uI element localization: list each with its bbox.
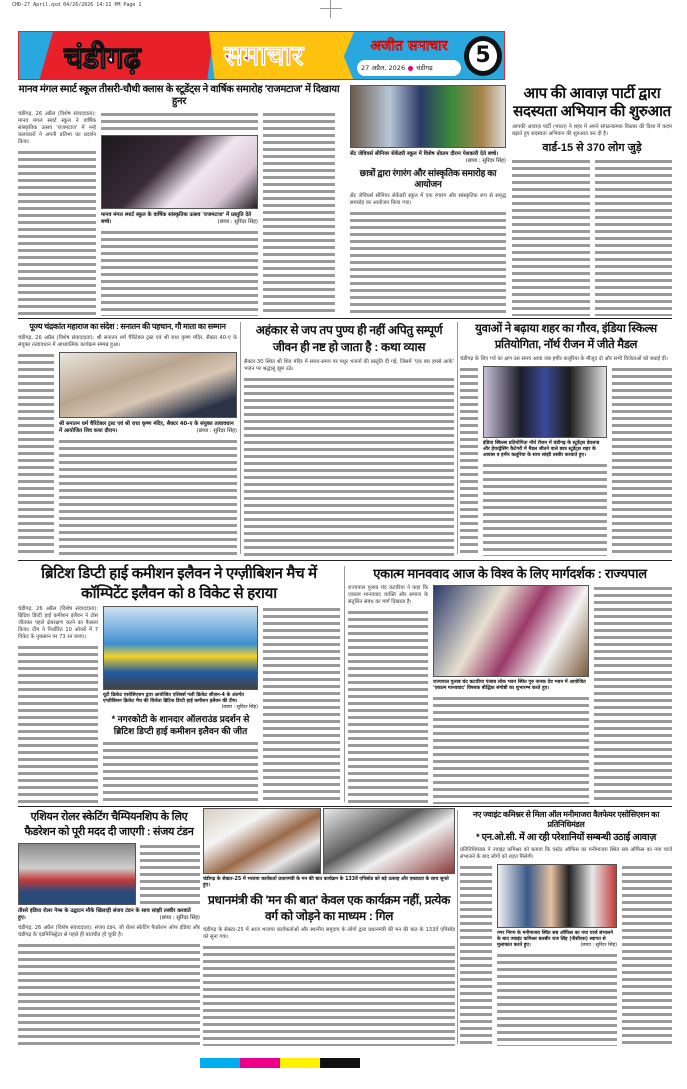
story-lead: आपकी आवाज़ पार्टी (भारत) ने शहर में अपने संगठनात्मक विस्तार की दिशा में कदम बढ़ाते हुए सदस्यता अभियान की शुरुआत कर दी है।	[512, 124, 672, 137]
photo-caption	[350, 151, 506, 165]
body-text	[18, 149, 96, 316]
caption-text: मानव मंगल स्मार्ट स्कूल के वार्षिक सांस्कृतिक उत्सव 'राजमटाज' में प्रस्तुति देते बच्चे।	[101, 212, 252, 225]
photo-caption	[497, 931, 617, 949]
dateline: चंडीगढ़, 26 अप्रैल (विशेष संवाददाता):	[18, 924, 93, 931]
section-divider	[18, 318, 672, 319]
registration-magenta	[240, 1058, 280, 1068]
issue-place: चंडीगढ़	[416, 64, 433, 72]
dateline: चंडीगढ़, 26 अप्रैल (विशेष संवाददाता):	[18, 111, 96, 117]
body-text	[263, 606, 340, 804]
headline: युवाओं ने बढ़ाया शहर का गौरव, इंडिया स्किल्स प्रतियोगिता, नॉर्थ रीजन में जीते मैडल	[475, 323, 657, 351]
print-slug: CHD-27 April.qxd 04/26/2026 14:11 PM Page 1	[12, 2, 142, 8]
headline: नए ज्वाइंट कमिश्नर से मिला ऑल मनीमाजरा वैलफेयर एसोसिएशन का प्रतिनिधिमंडल	[472, 810, 660, 829]
delegation-photo	[497, 864, 617, 928]
story-membership-drive	[512, 85, 672, 316]
story-lead: चंडीगढ़ के सेक्टर-25 में आज भाजपा कार्यकर्ताओं और स्थानीय समुदाय के लोगों द्वारा प्रधानमंत्री की मन की बात के 133वें एपिसोड को सुना गया।	[203, 927, 455, 941]
masthead	[18, 31, 505, 80]
body-text	[18, 644, 98, 804]
caption-text: श्री सनातन धर्म चैरिटेबल ट्रस्ट एवं श्री राधा कृष्ण मंदिर, सैक्टर 40-ए के संयुक्त तत्वावधान में आयोजित शिव कथा दौरान।	[59, 420, 234, 434]
registration-black	[320, 1058, 360, 1068]
body-text	[203, 944, 455, 1046]
body-text	[512, 158, 590, 316]
story-lead: सैक्टर-30 स्थित श्री शिव मंदिर में समय-समय पर मधुर भजनों की प्रस्तुति दी गई, जिसमें 'एक बार हमसे आके' भजन पर श्रद्धालु झूम उठे।	[244, 358, 454, 372]
photo-credit: (छाया : सुरिंदर सिंह)	[217, 219, 258, 225]
headline: एशियन रोलर स्केटिंग चैम्पियनशिप के लिए फैडरेशन को पूरी मदद दी जाएगी : संजय टंडन	[24, 811, 194, 838]
newspaper-brand: अजीत समाचार	[370, 38, 448, 54]
headline: ब्रिटिश डिप्टी हाई कमीशन इलैवन ने एग्ज़ीबिशन मैच में कॉम्पिटेंट इलैवन को 8 विकेट से हराया	[41, 565, 317, 602]
caption-text: यूटी क्रिकेट एसोसिएशन द्वारा आयोजित एलिवर्स गली क्रिकेट सीज़न-4 के अंतर्गत एग्ज़ीबिशन क्रिकेट मैच की विजेता ब्रिटिश डिप्टी हाई कमीशन इलैवन की टीम।	[103, 693, 244, 704]
body-text	[18, 942, 200, 1046]
headline: मानव मंगल स्मार्ट स्कूल तीसरी-चौथी क्लास के स्टूडेंट्स ने वार्षिक समारोह 'राजमटाज' में दिखाया हुनर	[18, 84, 340, 107]
photo-credit: (छाया : सुरिंदर सिंह)	[196, 427, 237, 434]
registration-yellow	[280, 1058, 320, 1068]
mann-ki-baat-photo-2	[323, 808, 455, 874]
section-title: समाचार	[224, 39, 304, 72]
story-manimajra-delegation	[460, 810, 672, 1046]
story-lead	[18, 925, 200, 939]
body-text	[244, 376, 454, 556]
body-text	[348, 609, 428, 804]
story-katha-vyas	[244, 322, 454, 556]
page-number: 5	[464, 36, 502, 76]
body-text	[101, 229, 258, 316]
photo-caption	[18, 908, 200, 922]
skating-team-photo	[18, 843, 136, 905]
body-text	[594, 585, 672, 804]
column-rule	[344, 566, 345, 802]
students-stage-photo	[350, 85, 506, 148]
dateline: चंडीगढ़, 26 अप्रैल (विशेष संवाददाता):	[18, 606, 98, 612]
photo-credit: (छाया : सुरिंदर सिंह)	[159, 914, 200, 921]
section-city: चंडीगढ़	[64, 41, 141, 76]
lead-text: मानव मंगल स्मार्ट स्कूल ने वार्षिक सांस्कृतिक उत्सव 'राजमटाज' में नन्हे कलाकारों ने अपनी प्रतिभा का प्रदर्शन किया।	[18, 118, 96, 145]
column-rule	[457, 322, 458, 554]
section-divider	[18, 806, 672, 807]
subheadline: * एन.ओ.सी. में आ रही परेशानियों सम्बन्धी उठाई आवाज़	[476, 832, 656, 844]
story-governor	[348, 566, 672, 804]
body-text	[612, 366, 672, 556]
photo-caption	[59, 421, 237, 435]
body-text	[59, 438, 237, 556]
pull-quote: * नगरकोटी के शानदार ऑलराउंड प्रदर्शन से ब्रिटिश डिप्टी हाई कमीशन इलैवन की जीत	[111, 714, 250, 736]
story-india-skills	[460, 322, 672, 556]
body-text	[460, 366, 478, 556]
photo-credit: (छाया : सुरिंदर सिंह)	[221, 705, 258, 710]
story-lead	[18, 606, 98, 641]
story-cricket-match	[18, 564, 340, 804]
photo-caption: राज्यपाल गुलाब चंद कटारिया पंजाब लोक भवन स्थित गुरु नानक देव भवन में आयोजित 'एकात्म मानववाद' विषयक बौद्धिक संगोष्ठी का शुभारम्भ करते हुए।	[433, 679, 586, 691]
body-text	[103, 740, 258, 804]
story-roller-skating	[18, 810, 200, 1046]
body-text	[622, 864, 672, 1046]
story-lead: राज्यपाल गुलाब चंद कटारिया ने कहा कि एकात्म मानववाद व्यक्ति और समाज के संतुलित संबंध का मार्ग दिखाता है।	[348, 584, 428, 605]
registration-cyan	[200, 1058, 240, 1068]
dot-icon	[408, 66, 413, 71]
caption-text: सेंट जेवियर्स सीनियर सेकेंडरी स्कूल में विशेष प्रोग्राम दौरान पेशकारी देते बच्चे।	[350, 151, 499, 157]
caption-text: तीसरे इंडिया रोलर गेम्स के उद्घाटन मौके खिलाड़ी संजय टंडन के साथ सांझी तस्वीर करवाते हुए।	[18, 907, 191, 921]
story-lead: प्रतिनिधिमंडल ने ज्वाइंट कमिश्नर को बताया कि एस्टेट ऑफिस का मनीमाजरा स्थित सब ऑफिस का नया चार्ज संभालने के बाद लोगों को राहत मिलेगी।	[460, 846, 672, 860]
story-annual-function	[18, 84, 340, 316]
governor-seminar-photo	[433, 585, 589, 677]
body-text	[263, 111, 335, 316]
section-divider	[18, 560, 672, 561]
headline: अहंकार से जप तप पुण्य ही नहीं अपितु सम्पूर्ण जीवन ही नष्ट हो जाता है : कथा व्यास	[255, 323, 443, 354]
body-text	[460, 864, 492, 1046]
date-pill	[357, 60, 461, 76]
story-lead	[18, 111, 96, 146]
crop-mark	[330, 0, 331, 18]
headline: एकात्म मानववाद आज के विश्व के लिए मार्गदर्शक : राज्यपाल	[373, 566, 647, 581]
lead-text: संजय टंडन, जो रोलर स्केटिंग फैडरेशन ऑफ इंडिया और चंडीगढ़ के एडमिनिस्ट्रेटर से पहले ही बातचीत हो चुकी है।	[18, 924, 200, 938]
body-text	[101, 111, 258, 132]
body-text	[497, 952, 617, 1046]
mann-ki-baat-photo-1	[203, 808, 321, 874]
headline: पूज्य चंद्रकांत महाराज का संदेश : सनातन की पहचान, गौ माता का सम्मान	[29, 322, 226, 331]
column-rule	[240, 322, 241, 554]
issue-date: 27 अप्रैल, 2026	[361, 64, 406, 72]
headline: आप की आवाज़ पार्टी द्वारा सदस्यता अभियान की शुरुआत	[513, 85, 671, 120]
headline: प्रधानमंत्री की 'मन की बात' केवल एक कार्यक्रम नहीं, प्रत्येक वर्ग को जोड़ने का माध्यम : गिल	[208, 893, 450, 924]
column-rule	[457, 810, 458, 1044]
caption-text: नगर निगम के मनीमाजरा स्थित सब ऑफिस का नया चार्ज संभालने के बाद ज्वाइंट कमिश्नर बलबीर राज सिंह (पीसीएस) स्वागत से मुलाकात करते हुए।	[497, 930, 613, 948]
headline: छात्रों द्वारा रंगारंग और सांस्कृतिक समारोह का आयोजन	[359, 168, 497, 189]
crop-mark	[320, 8, 342, 9]
photo-caption: इंडिया स्किल्स प्रतियोगिता नॉर्थ रीजन में चंडीगढ़ के स्टूडेंट्स डेवलप्ड और हेयरड्रेसिंग कैटेगरी में मैडल जीतने वाले छात्र स्टूडेंट्स शहर के आवास व हमीर कलूरिया के साथ सांझी तस्वीर करवाते हुए।	[483, 441, 600, 459]
photo-credit: (छाया : सुरिंदर सिंह)	[465, 158, 506, 164]
story-lead: चंडीगढ़ के लिए गर्व का क्षण उस समय आया जब हमीर कलूरिया के मौजूद दो और सभी विजेताओं को बधाई दी।	[460, 356, 668, 363]
story-mann-ki-baat	[203, 808, 455, 1046]
story-maharaj-message	[18, 322, 237, 556]
body-text	[433, 695, 589, 804]
story-lead: सेंट जेवियर्स सीनियर सेकेंडरी स्कूल में एक रंगारंग और सांस्कृतिक रूप से समृद्ध समारोह का आयोजन किया गया।	[350, 192, 506, 206]
body-text	[350, 210, 506, 316]
lead-text: ब्रिटिश डिप्टी हाई कमीशन इलैवन ने टॉस जीतकर पहले क्षेत्ररक्षण करने का फैसला किया। टीम ने निर्धारित 10 ओवरों में 7 विकेट के नुकसान पर 73 रन बनाए।	[18, 613, 98, 640]
religious-event-photo	[59, 352, 237, 418]
body-text	[140, 843, 200, 905]
photo-caption: चंडीगढ़ के सेक्टर-25 में भाजपा कार्यकर्ता प्रधानमंत्री के मन की बात कार्यक्रम के 133वें एपिसोड को बड़े उत्साह और एकाग्रता के साथ सुनते हुए।	[203, 877, 449, 888]
photo-credit: (छाया : सुरिंदर सिंह)	[580, 942, 617, 948]
lead-text: श्री सनातन धर्म चैरिटेबल ट्रस्ट एवं श्री राधा कृष्ण मंदिर, सैक्टर 40-ए के संयुक्त तत्वावधान में आध्यात्मिक कार्यक्रम सम्पन्न हुआ।	[18, 334, 237, 348]
school-function-photo	[101, 135, 258, 209]
body-text	[483, 462, 607, 556]
cricket-team-photo	[103, 606, 258, 690]
body-text	[18, 352, 54, 556]
story-lead	[18, 335, 237, 349]
story-cultural-event	[350, 85, 506, 316]
skills-winners-photo	[483, 366, 607, 438]
pull-quote: वार्ड-15 से 370 लोग जुड़े	[542, 142, 642, 154]
dateline: चंडीगढ़, 26 अप्रैल (विशेष संवाददाता):	[18, 334, 95, 341]
photo-caption	[101, 212, 258, 226]
photo-caption	[103, 693, 258, 711]
body-text	[595, 158, 673, 316]
